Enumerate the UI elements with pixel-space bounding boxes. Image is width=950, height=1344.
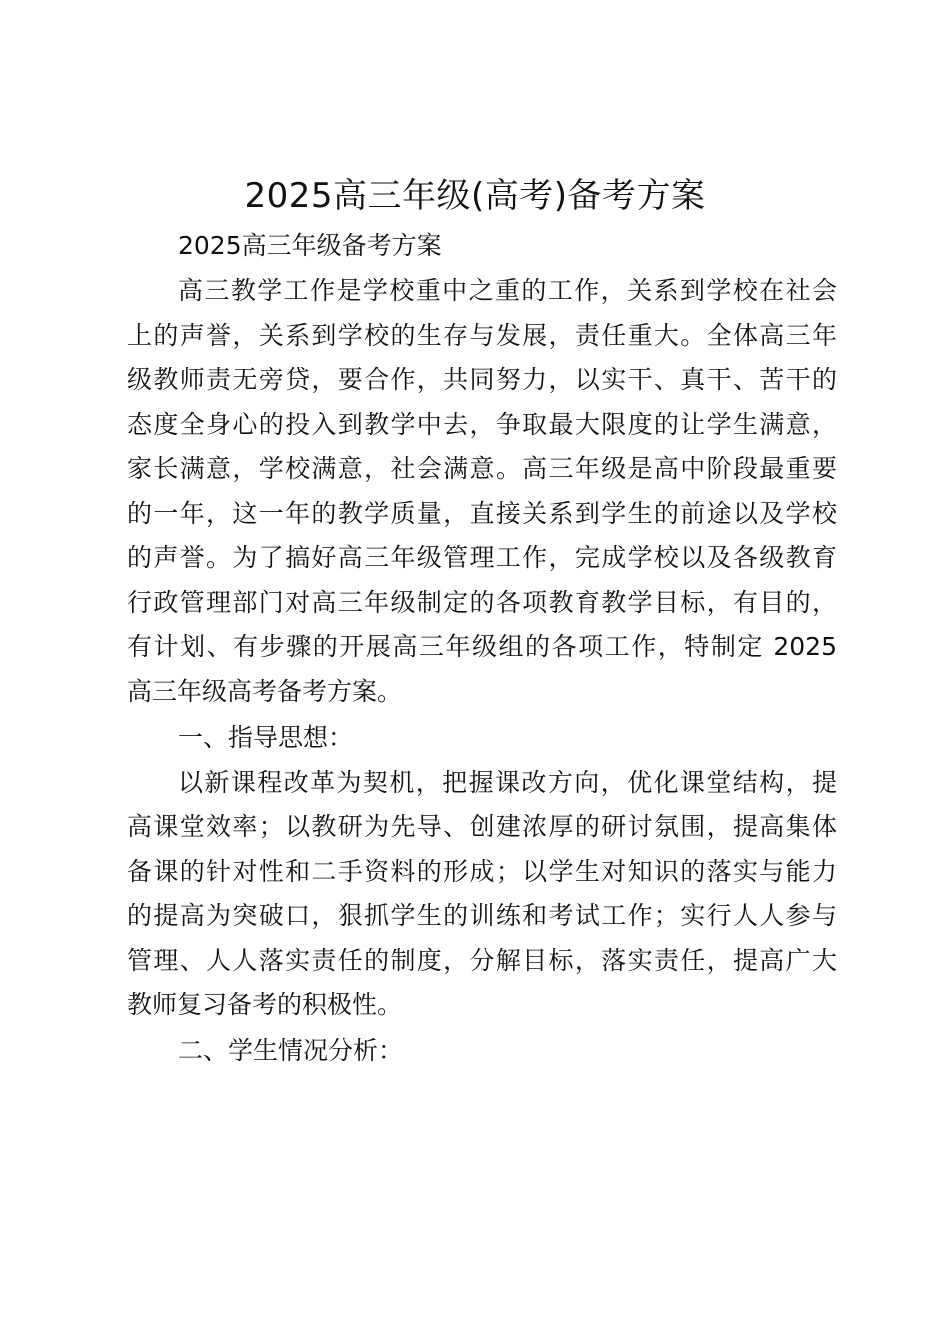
document-subtitle: 2025高三年级备考方案 [178, 231, 442, 260]
paragraph-line: 家长满意，学校满意，社会满意。高三年级是高中阶段最重要 [127, 454, 837, 483]
paragraph-line: 备课的针对性和二手资料的形成；以学生对知识的落实与能力 [127, 857, 837, 886]
paragraph-line: 态度全身心的投入到教学中去，争取最大限度的让学生满意， [127, 410, 837, 439]
paragraph-line: 的提高为突破口，狠抓学生的训练和考试工作；实行人人参与 [127, 901, 837, 930]
paragraph-line: 管理、人人落实责任的制度，分解目标，落实责任，提高广大 [127, 946, 837, 975]
document-title: 2025高三年级(高考)备考方案 [244, 176, 706, 216]
paragraph-line: 教师复习备考的积极性。 [127, 990, 403, 1019]
paragraph-line: 高三教学工作是学校重中之重的工作，关系到学校在社会 [178, 276, 837, 305]
paragraph-line: 上的声誉，关系到学校的生存与发展，责任重大。全体高三年 [127, 321, 837, 350]
section-heading: 一、指导思想： [178, 723, 354, 752]
paragraph-line: 级教师责无旁贷，要合作，共同努力，以实干、真干、苦干的 [127, 365, 837, 394]
paragraph-line: 高三年级高考备考方案。 [127, 677, 403, 706]
paragraph-line: 以新课程改革为契机，把握课改方向，优化课堂结构，提 [178, 768, 837, 797]
paragraph-line: 有计划、有步骤的开展高三年级组的各项工作，特制定 2025 [127, 632, 837, 661]
paragraph-line: 的声誉。为了搞好高三年级管理工作，完成学校以及各级教育 [127, 543, 837, 572]
paragraph-line: 高课堂效率；以教研为先导、创建浓厚的研讨氛围，提高集体 [127, 812, 837, 841]
section-heading: 二、学生情况分析： [178, 1036, 404, 1065]
paragraph-line: 的一年，这一年的教学质量，直接关系到学生的前途以及学校 [127, 499, 837, 528]
paragraph-line: 行政管理部门对高三年级制定的各项教育教学目标，有目的， [127, 588, 837, 617]
